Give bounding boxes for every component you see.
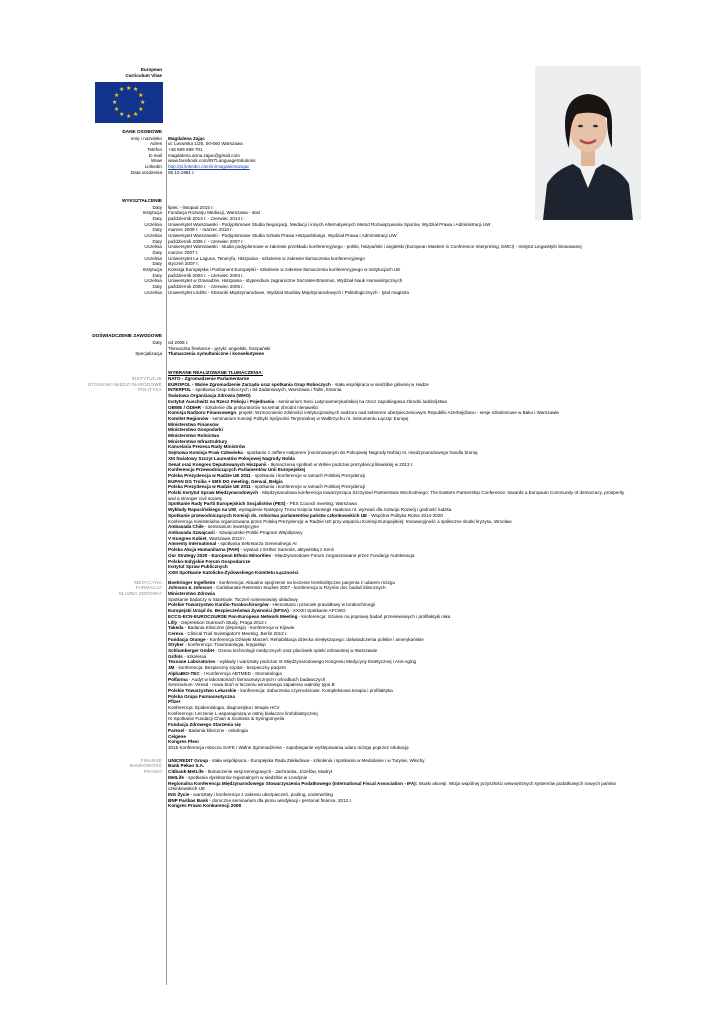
entry-desc: - seminarium Sieci Latynoamerykańskiej na rzecz zapobiegania zbrodni ludobójstwa bbox=[274, 398, 447, 404]
entry-desc: Spotkanie badaczy w Stambule: Toczeń rumieniowaty układowy bbox=[168, 596, 298, 602]
entry-org: Fundacja Zdrowego Starzenia się bbox=[168, 722, 241, 728]
entry-org: Polskie Towarzystwo Kardio-Torakochirurgów bbox=[168, 602, 269, 608]
entry-desc: - szkolenia bbox=[182, 653, 207, 659]
entry-org: Boehringer Ingelheim bbox=[168, 579, 216, 585]
row-value: Uniwersytet Warszawski - Podyplomowe Studia Negocjacji, Mediacji i innych Alternatywnych Metod Rozwiązywania Sporów, Wydział Prawa i Administracji UW bbox=[168, 221, 491, 227]
eu-star-icon: ★ bbox=[119, 87, 125, 94]
entry-org: NATO - Zgromadzenie Parlamentarne bbox=[168, 376, 250, 381]
row-label: Daty bbox=[152, 340, 162, 345]
eu-star-icon: ★ bbox=[113, 92, 120, 99]
entry-desc: - spotkania Sekretarza Generalnego AI bbox=[216, 541, 297, 547]
row-value: magdalena.anna.zajac@gmail.com bbox=[168, 152, 240, 158]
entry-desc: , wystąpienie Następcy Tronu Księcia Norwegii Haakona nt. wyzwań dla rozwoju Rozwój i godność ludzka bbox=[236, 507, 452, 513]
entry-org: Kongres Prawo Konkurencji 2008 bbox=[168, 803, 242, 809]
entry-org: Ministerstwo Rolnictwa bbox=[168, 433, 220, 439]
row-label: Uczelnia bbox=[144, 221, 162, 227]
entry-org: Polska Akcja Humanitarna (PAH) bbox=[168, 547, 240, 553]
entry-org: Ministerstwo Zdrowia bbox=[168, 591, 215, 597]
entry-desc: - Międzynarodowe Forum zorganizowane przez Fundację Autokreacja bbox=[270, 552, 415, 558]
row-value: Uniwersytet w Granadzie, Hiszpania - stypendium zagraniczne Socrates-Erasmus, Wydział Nauk Humanistycznych bbox=[168, 278, 403, 284]
entry-org: Ministerstwo Infrastruktury bbox=[168, 438, 228, 444]
row-value: +48 509 669 701 bbox=[168, 146, 203, 152]
row-label: Specjalizacja bbox=[135, 351, 162, 357]
entry-org: Polski Instytut Spraw Międzynarodowych bbox=[168, 490, 259, 496]
entry-desc: - wywiad z Esther Samoire, aktywistką z Kenii bbox=[239, 547, 334, 553]
row-label: Data urodzenia bbox=[130, 169, 162, 175]
entry-org: Polska Grupa Farmaceutyczna bbox=[168, 693, 235, 699]
entry-org: MetLife bbox=[168, 774, 185, 780]
entry-desc: - Konferencja Dźwięki Marzeń: Rehabilitacja dziecka niesłyszącego: doświadczenia polskie i amerykańskie bbox=[205, 636, 424, 642]
row-label: Adres bbox=[149, 141, 162, 147]
entry-desc: - konferencja: Szanse na poprawę badań przesiewowych i profilaktyki raka bbox=[297, 613, 451, 619]
row-label: Instytucja bbox=[142, 210, 162, 216]
entry-org: Wykłady Rapucińskiego na UW bbox=[168, 507, 237, 513]
entry-desc: - Szkolenie dla prokuratorów na temat zbrodni nienawiści bbox=[200, 404, 319, 410]
row-value: Uniwersytet Łódzki - Stosunki Międzynarodowe, Wydział Studiów Międzynarodowych i Politologicznych - tytuł magistra bbox=[168, 289, 409, 295]
entry-desc: - spotkania i konferencje w ramach Polskiej Prezydencji bbox=[250, 472, 366, 478]
entry-desc: IX Spotkanie Fundacji Chiari & Scoliosis & Syringomyelia bbox=[168, 716, 285, 722]
row-value: www.facebook.com/INTLanguageSolutions bbox=[168, 158, 256, 164]
eu-star-icon: ★ bbox=[133, 87, 139, 94]
row-value: Tłumaczka freelance - języki: angielski, hiszpański bbox=[168, 345, 271, 351]
header-european: European bbox=[140, 67, 162, 72]
row-value: październik 2006 r. - czerwiec 2007 r. bbox=[168, 238, 244, 244]
entry-org: Regionalna Konferencja Międzynarodowego Stowarzyszenia Podatkowego (International Fiscal Association - IFA): bbox=[168, 780, 418, 786]
entry-desc: and a stronger civil society bbox=[168, 495, 223, 501]
selected-translations-title: WYBRANE REALIZOWANE TŁUMACZENIA: bbox=[168, 370, 263, 375]
row-label: Daty bbox=[152, 284, 162, 290]
eu-star-icon: ★ bbox=[140, 99, 146, 106]
entry-desc: - Szwajcarsko-Polski Program Współpracy bbox=[214, 529, 303, 535]
group-label: INSTYTUCJE STOSUNKI MIĘDZYNARODOWE POLITYKA bbox=[87, 376, 162, 393]
entry-desc: - Carisbanate Retention Studies 2007 - konferencja w Rzymie dot. badań klinicznych bbox=[212, 585, 386, 591]
group-label: MEDYCYNA FARMACJA SŁUŻBA ZDROWIA bbox=[118, 579, 162, 597]
eu-star-icon: ★ bbox=[126, 113, 132, 120]
entry-org: Komitet Regionów bbox=[168, 415, 209, 421]
entry-desc: , Warszawa 2013 r. bbox=[206, 535, 246, 541]
eu-star-icon: ★ bbox=[138, 106, 144, 113]
entry-org: Lilly bbox=[168, 619, 178, 625]
entry-org: Bank Pekao S.A. bbox=[168, 763, 205, 769]
row-value: październik 2003 r. - czerwiec 2004 r. bbox=[168, 272, 244, 278]
entry-org: Ministerstwo Finansów bbox=[168, 421, 219, 427]
entry-org: Pfizer bbox=[168, 699, 181, 705]
entry-desc: - spotkania dyrektorów regionalnych w siedzibie w Londynie bbox=[184, 774, 308, 780]
entry-org: Polfarma bbox=[168, 676, 188, 682]
entry-desc: Seminarium: Viread - nowa broń w leczeniu wirusowego zapalenia wątroby typu B bbox=[168, 682, 335, 688]
entry-desc: - wykłady i warsztaty podczas IX Międzynarodowego Kongresu Medycyny Estetycznej i Anti-Aging bbox=[215, 659, 417, 665]
entry-org: Amnesty International bbox=[168, 541, 217, 547]
entry-desc: - spotkania i konferencje w ramach Polskiej Prezydencji bbox=[250, 484, 366, 490]
row-label: Www bbox=[151, 158, 162, 164]
entry-desc: 2015 Konferencja robocza SAFE i Walne Zgromadzenie - zapobieganie wyślepowania udaru mózgu poprzez edukację bbox=[168, 745, 409, 750]
entry-org: Komisja Nadzoru Finansowego bbox=[168, 410, 237, 416]
row-value: Uniwersytet Warszawski - studia podyplomowe w zakresie przekładu konferencyjnego - polski, hiszpański i angielski (European Masters in Conference Interpreting, EMCI) - Instytut Lingwistyki Stosowanej bbox=[168, 244, 582, 250]
entry-org: Kancelaria Prezesa Rady Ministrów bbox=[168, 444, 246, 450]
entry-desc: - warsztaty i konferencje z zakresu ubezpieczeń, pooling, underwriting bbox=[189, 791, 333, 797]
row-value: Uniwersytet Warszawski - Podyplomowe Studia Szkoła Prawa Hiszpańskiego, Wydział Prawa i Administracji UW bbox=[168, 232, 397, 238]
row-label: Imię i nazwisko bbox=[130, 135, 162, 141]
entry-org: INTERPOL bbox=[168, 387, 192, 393]
info-row bbox=[0, 351, 725, 357]
entry-desc: - Badania kliniczne - onkologia bbox=[184, 727, 248, 733]
entry-desc: - PES Council meeting, Warszawa bbox=[285, 501, 357, 507]
entry-desc: Konferencja: Leczenie L-asparaginazą w ostrej białaczce limfoblastycznej bbox=[168, 710, 318, 716]
entry-org: Takeda bbox=[168, 625, 184, 631]
row-label: Daty bbox=[152, 250, 162, 255]
entry-desc: - Badania Kliniczne (depresja) - konferencja w Kijowie bbox=[183, 625, 295, 631]
translation-group bbox=[0, 758, 725, 809]
entry-org: Texoane Laboratories bbox=[168, 659, 216, 665]
eu-star-icon: ★ bbox=[126, 85, 132, 92]
eu-star-icon: ★ bbox=[112, 99, 118, 106]
entry-desc: - konferencja: Bezpieczny szpital - bezpieczny pacjent bbox=[174, 665, 286, 671]
row-value: Magdalena Zając bbox=[168, 135, 205, 141]
row-value: od 2005 r. bbox=[168, 340, 189, 345]
entry-org: XXIII Spotkanie Katolicko-Żydowskiego Komitetu Łączności bbox=[168, 569, 299, 575]
row-value: Uniwersytet La Laguna, Teneryfa, Hiszpania - szkolenie w zakresie tłumaczenia konferencyjnego bbox=[168, 255, 365, 261]
row-value: Komisja Europejska i Parlament Europejski - szkolenie w zakresie tłumaczenia konferencyjnego w instytucjach UE bbox=[168, 267, 401, 273]
entry-org: Polsko-Indyjskie Forum Gospodarcze bbox=[168, 558, 251, 564]
row-label: Daty bbox=[152, 227, 162, 233]
entry-org: Johnson & Johnson bbox=[168, 585, 213, 591]
entry-desc: , projekt: Wzmocnienie zdolności instytucjonalnych nadzoru nad sektorem ubezpieczeniowym Republiki Azerbejdżanu - sesje szkoleniowe w Baku i Warszawie bbox=[236, 410, 559, 416]
group-label: FINANSE BANKOWOŚĆ PRAWO bbox=[129, 757, 162, 775]
row-label: Uczelnia bbox=[144, 232, 162, 238]
entry-org: EUROPOL - Walne Zgromadzenie Zarządu oraz spotkania Grup Roboczych bbox=[168, 381, 331, 387]
entry-desc: - Ocena technologii medycznych oraz placówek opieki zdrowotnej w Warszawie bbox=[213, 648, 378, 654]
row-value: październik 2000 r. - czerwiec 2005 r. bbox=[168, 284, 244, 290]
entry-desc: - stała współpraca w siedzibie głównej w Hadze bbox=[330, 381, 429, 387]
entry-org: Ministerstwo Gospodarki bbox=[168, 427, 223, 433]
entry-org: Instytut Auschwitz na Rzecz Pokoju i Pojednania bbox=[168, 398, 275, 404]
entry-org: Schlumberger GmbH bbox=[168, 648, 214, 654]
entry-org: Grifols bbox=[168, 653, 183, 659]
entry-desc: - tłumaczenie sesji treningowych - Jachranka, Józefów, Madryt bbox=[203, 769, 333, 775]
translation-group bbox=[0, 376, 725, 576]
row-value: październik 2013 r. - czerwiec 2014 r. bbox=[168, 215, 244, 221]
entry-org: EUPAN DG Troika + 55th DG meeting, Genval, Belgia bbox=[168, 478, 283, 484]
entry-desc: - seminarium Komisji Polityki Spójności Terytorialnej w Wałbrzychu nt. instrumentu Łącząc Europę bbox=[208, 415, 409, 421]
row-label: Daty bbox=[152, 272, 162, 278]
eu-star-icon: ★ bbox=[113, 106, 120, 113]
entry-org: Cerexa bbox=[168, 630, 184, 636]
eu-star-icon: ★ bbox=[119, 111, 125, 118]
entry-org: Ambasada Szwajcarii bbox=[168, 529, 215, 535]
entry-org: Our Strategy 2020 - European Ethnic Minorities bbox=[168, 552, 271, 558]
translation-entry bbox=[168, 803, 673, 809]
entry-org: Celgene bbox=[168, 733, 186, 739]
entry-org: Citibank-MetLife bbox=[168, 769, 204, 775]
entry-desc: członkowskich UE bbox=[168, 786, 206, 792]
row-label: Daty bbox=[152, 238, 162, 244]
entry-org: Spotkanie Rady Partii Europejskich Socjalistów (PES) bbox=[168, 501, 286, 507]
entry-desc: - konferencja: Zaburzenia czynnościowe. Kompleksowa terapia i profilaktyka bbox=[236, 687, 393, 693]
entry-desc: - doroczne seminarium dla pionu windykacji i personal finance, 2012 r. bbox=[208, 797, 353, 803]
entry-org: 3M bbox=[168, 665, 175, 671]
entry-desc: - spotkanie z Jeffem Halperem (nominowanym do Pokojowej Nagrody Nobla) nt. międzynarodowego handlu bronią bbox=[242, 450, 478, 456]
row-value: Fundacja Rozwoju Mediacji, Warszawa - staż bbox=[168, 210, 261, 216]
info-row bbox=[0, 290, 725, 296]
translation-group bbox=[0, 580, 725, 751]
entry-org: BNP Paribas Bank bbox=[168, 797, 209, 803]
entry-desc: - Hemostaza i przeciek prawidłowy w torakochirurgii bbox=[268, 602, 376, 608]
linkedin-link[interactable]: http://pl.linkedin.com/in/magdalenazajac bbox=[168, 163, 250, 169]
entry-org: Senat oraz Kongres Deputowanych Hiszpanii bbox=[168, 461, 267, 467]
translation-entry bbox=[168, 570, 673, 576]
entry-desc: - Audyt w laboratoriach farmaceutycznych i ośrodkach badawczych bbox=[187, 676, 326, 682]
entry-org: Parexel bbox=[168, 727, 185, 733]
row-label: Instytucja bbox=[142, 267, 162, 273]
entry-org: XIII Światowy Szczyt Laureatów Pokojowej Nagrody Nobla bbox=[168, 455, 295, 461]
row-value: Tłumaczenia symultaniczne i konsekutywne bbox=[168, 351, 264, 357]
entry-org: Konferencja Przewodniczących Parlamentów Unii Europejskiej bbox=[168, 467, 306, 473]
row-label: Telefon bbox=[147, 146, 162, 152]
entry-desc: - Wspólna Polityka Rolna 2014-2020 bbox=[367, 512, 443, 518]
entry-desc: - Międzynarodowa konferencja towarzysząca Szczytowi Partnerstwa Wschodniego: The Eastern Partnership Conference: towards a European Community of democracy, prosperity bbox=[258, 490, 625, 496]
entry-org: ING Życie bbox=[168, 791, 190, 797]
info-row bbox=[0, 170, 725, 176]
entry-desc: Skutki akcesji. Wizja wspólnej przyszłości wewnętrznych systemów podatkowych nowych państw bbox=[417, 780, 616, 786]
entry-desc: - I Konferencja ABTMED - Stomatologia bbox=[199, 670, 282, 676]
entry-org: ECCG-ECN-EUROCOURSE Pan-European Network Meeting bbox=[168, 613, 298, 619]
entry-desc: Konferencja ministerialna organizowana przez Polską Prezydencję w Radzie UE przy wsparciu Komisji Europejskiej: Innowacyjność a spółeczne skutki kryzysu, Wrocław bbox=[168, 518, 512, 524]
entry-org: Polskie Towarzystwo Lekarskie bbox=[168, 687, 237, 693]
entry-desc: - stała współpraca - Europejska Rada Zakładowa - szkolenia i spotkania w Mediolanie i w Turynie, Włochy bbox=[208, 757, 425, 763]
entry-desc: - spotkania Grup roboczych i Sił Zadaniowych, Warszawa i Tallin, Estonia bbox=[191, 387, 342, 393]
entry-org: Sejmowa Komisja Praw Człowieka bbox=[168, 450, 243, 456]
entry-org: V Kongres Kobiet bbox=[168, 535, 207, 541]
translation-entry bbox=[168, 745, 673, 751]
row-label: E-mail bbox=[148, 152, 162, 158]
entry-org: Europejski Urząd ds. Bezpieczeństwa Żywności (EFSA) bbox=[168, 608, 289, 614]
entry-desc: - Depression Outreach Study, Praga 2012 r. bbox=[177, 619, 268, 625]
entry-desc: - konferencja: Traumatologia, kręgosłup bbox=[183, 642, 266, 648]
row-label: Linkedin bbox=[144, 163, 162, 169]
row-label: Uczelnia bbox=[144, 289, 162, 295]
section-title-experience: DOŚWIADCZENIE ZAWODOWE bbox=[92, 333, 162, 338]
row-label: Daty bbox=[152, 215, 162, 221]
entry-desc: - seminarium inwestycyjne bbox=[203, 524, 259, 530]
row-value: styczeń 2007 r. bbox=[168, 261, 199, 267]
entry-org: Kongres Plesr bbox=[168, 739, 200, 745]
row-label: Daty bbox=[152, 261, 162, 267]
eu-star-icon: ★ bbox=[133, 111, 139, 118]
section-title-education: WYKSZTAŁCENIE bbox=[121, 198, 162, 203]
entry-org: Polska Prezydencja w Radzie UE 2011 bbox=[168, 472, 251, 478]
entry-org: Fundacja Orange bbox=[168, 636, 206, 642]
row-label: Uczelnia bbox=[144, 255, 162, 261]
row-value: 06.10.1981 r. bbox=[168, 169, 195, 175]
entry-org: OBWE / ODIHR bbox=[168, 404, 201, 410]
section-title-personal: DANE OSOBOWE bbox=[122, 129, 162, 134]
translation-groups bbox=[0, 376, 725, 809]
entry-org: UNICREDIT Group bbox=[168, 757, 209, 763]
row-value: marzec 2007 r. bbox=[168, 250, 199, 255]
row-label: Uczelnia bbox=[144, 244, 162, 250]
entry-org: Stryker bbox=[168, 642, 184, 648]
row-value: ul. Lwowska 1/26, 00-660 Warszawa bbox=[168, 141, 243, 147]
entry-org: Światowa Organizacja Zdrowia (WHO) bbox=[168, 393, 251, 399]
entry-desc: Konferencja: Epidemiologia, diagnostyka i terapia HCV bbox=[168, 705, 280, 711]
row-label: Daty bbox=[152, 204, 162, 210]
entry-desc: - Clinical Trial Investigator's Meeting, Berlin 2012 r. bbox=[183, 630, 288, 636]
row-value: lipiec - listopad 2015 r. bbox=[168, 204, 214, 210]
entry-desc: - tłumaczenia spotkań w Wilnie podczas prezydencji litewskiej w 2013 r. bbox=[266, 461, 414, 467]
eu-flag-logo bbox=[95, 82, 163, 123]
entry-org: Ambasada Chile bbox=[168, 524, 204, 530]
entry-org: Instytut Spraw Publicznych bbox=[168, 564, 228, 570]
row-label: Uczelnia bbox=[144, 278, 162, 284]
eu-star-icon: ★ bbox=[138, 92, 144, 99]
row-value: marzec 2009 r. - marzec 2010 r. bbox=[168, 227, 233, 233]
entry-desc: - XXXIII Spotkanie AFCWG bbox=[288, 608, 346, 614]
entry-org: Polska Prezydencja w Radzie UE 2011 bbox=[168, 484, 251, 490]
entry-org: Spotkanie przewodniczących Komisji ds. rolnictwa parlamentów państw członkowskich UE bbox=[168, 512, 368, 518]
entry-desc: - konferencja: Aktualne spojrzenie na leczenie trombolityczne pacjenta z udarem mózgu bbox=[215, 579, 395, 585]
entry-org: AlphaBIO-TEC bbox=[168, 670, 200, 676]
header-cv: Curriculum Vitae bbox=[125, 73, 162, 78]
